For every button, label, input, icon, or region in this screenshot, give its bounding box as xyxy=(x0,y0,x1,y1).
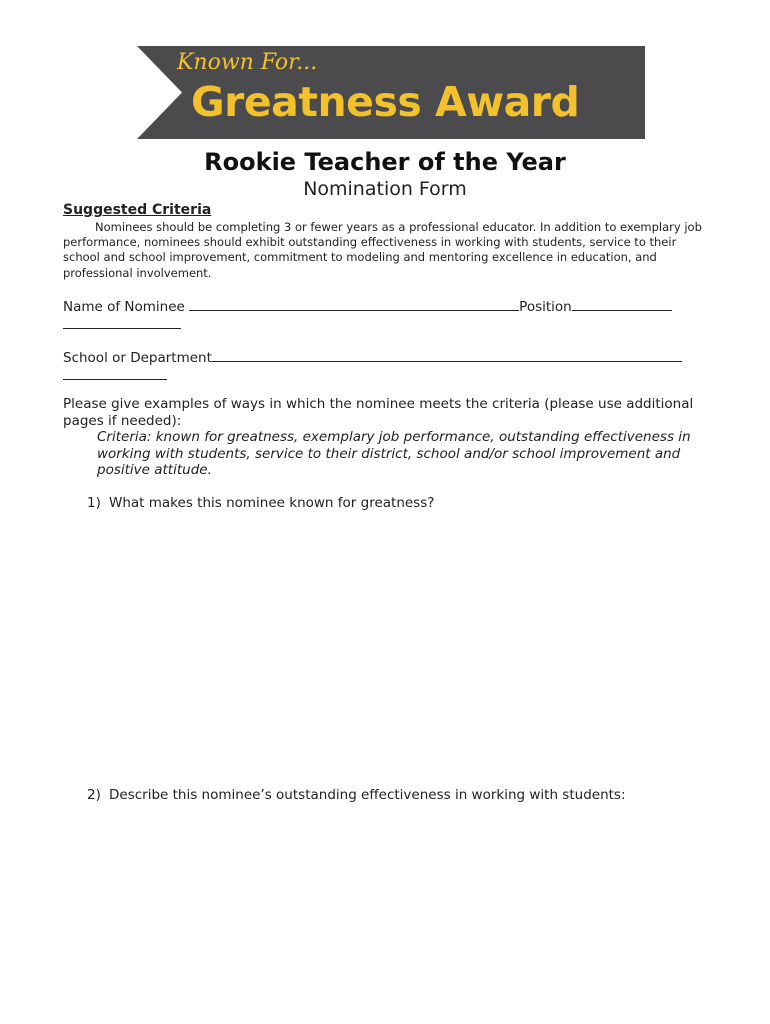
page-title: Rookie Teacher of the Year xyxy=(204,148,566,176)
school-continuation-blank[interactable] xyxy=(63,365,167,380)
criteria-body xyxy=(63,220,703,281)
school-blank[interactable] xyxy=(212,347,682,362)
nominee-name-blank[interactable] xyxy=(189,296,519,311)
nominee-field-continuation xyxy=(63,314,181,333)
instructions-text: Please give examples of ways in which the nominee meets the criteria (please use additional pages if needed): xyxy=(63,396,694,429)
school-field-continuation xyxy=(63,365,167,384)
question-1-text: What makes this nominee known for greatness? xyxy=(109,495,435,511)
criteria-body-text: Nominees should be completing 3 or fewer years as a professional educator. In addition to exemplary job performance, nominees should exhibit outstanding effectiveness in working with students, service to their school and school improvement, commitment to modeling and mentoring excellence in education, and professional involvement. xyxy=(63,220,702,280)
criteria-note: Criteria: known for greatness, exemplary job performance, outstanding effectiveness in working with students, service to their district, school and/or school improvement and positive attitude. xyxy=(97,429,691,478)
question-1 xyxy=(87,495,434,511)
banner-tagline: Known For... xyxy=(177,50,318,75)
nominee-field-row xyxy=(63,296,672,315)
question-2-number: 2) xyxy=(87,787,101,803)
school-field-row xyxy=(63,347,682,366)
school-label: School or Department xyxy=(63,350,212,366)
position-label: Position xyxy=(519,299,572,315)
question-2 xyxy=(87,787,626,803)
criteria-heading: Suggested Criteria xyxy=(63,202,212,218)
banner-award-name: Greatness Award xyxy=(191,78,580,126)
page-subtitle: Nomination Form xyxy=(303,178,467,200)
nominee-continuation-blank[interactable] xyxy=(63,314,181,329)
nominee-label: Name of Nominee xyxy=(63,299,185,315)
position-blank[interactable] xyxy=(572,296,672,311)
question-2-text: Describe this nominee’s outstanding effectiveness in working with students: xyxy=(109,787,626,803)
question-1-number: 1) xyxy=(87,495,101,511)
award-banner-logo xyxy=(137,46,645,139)
